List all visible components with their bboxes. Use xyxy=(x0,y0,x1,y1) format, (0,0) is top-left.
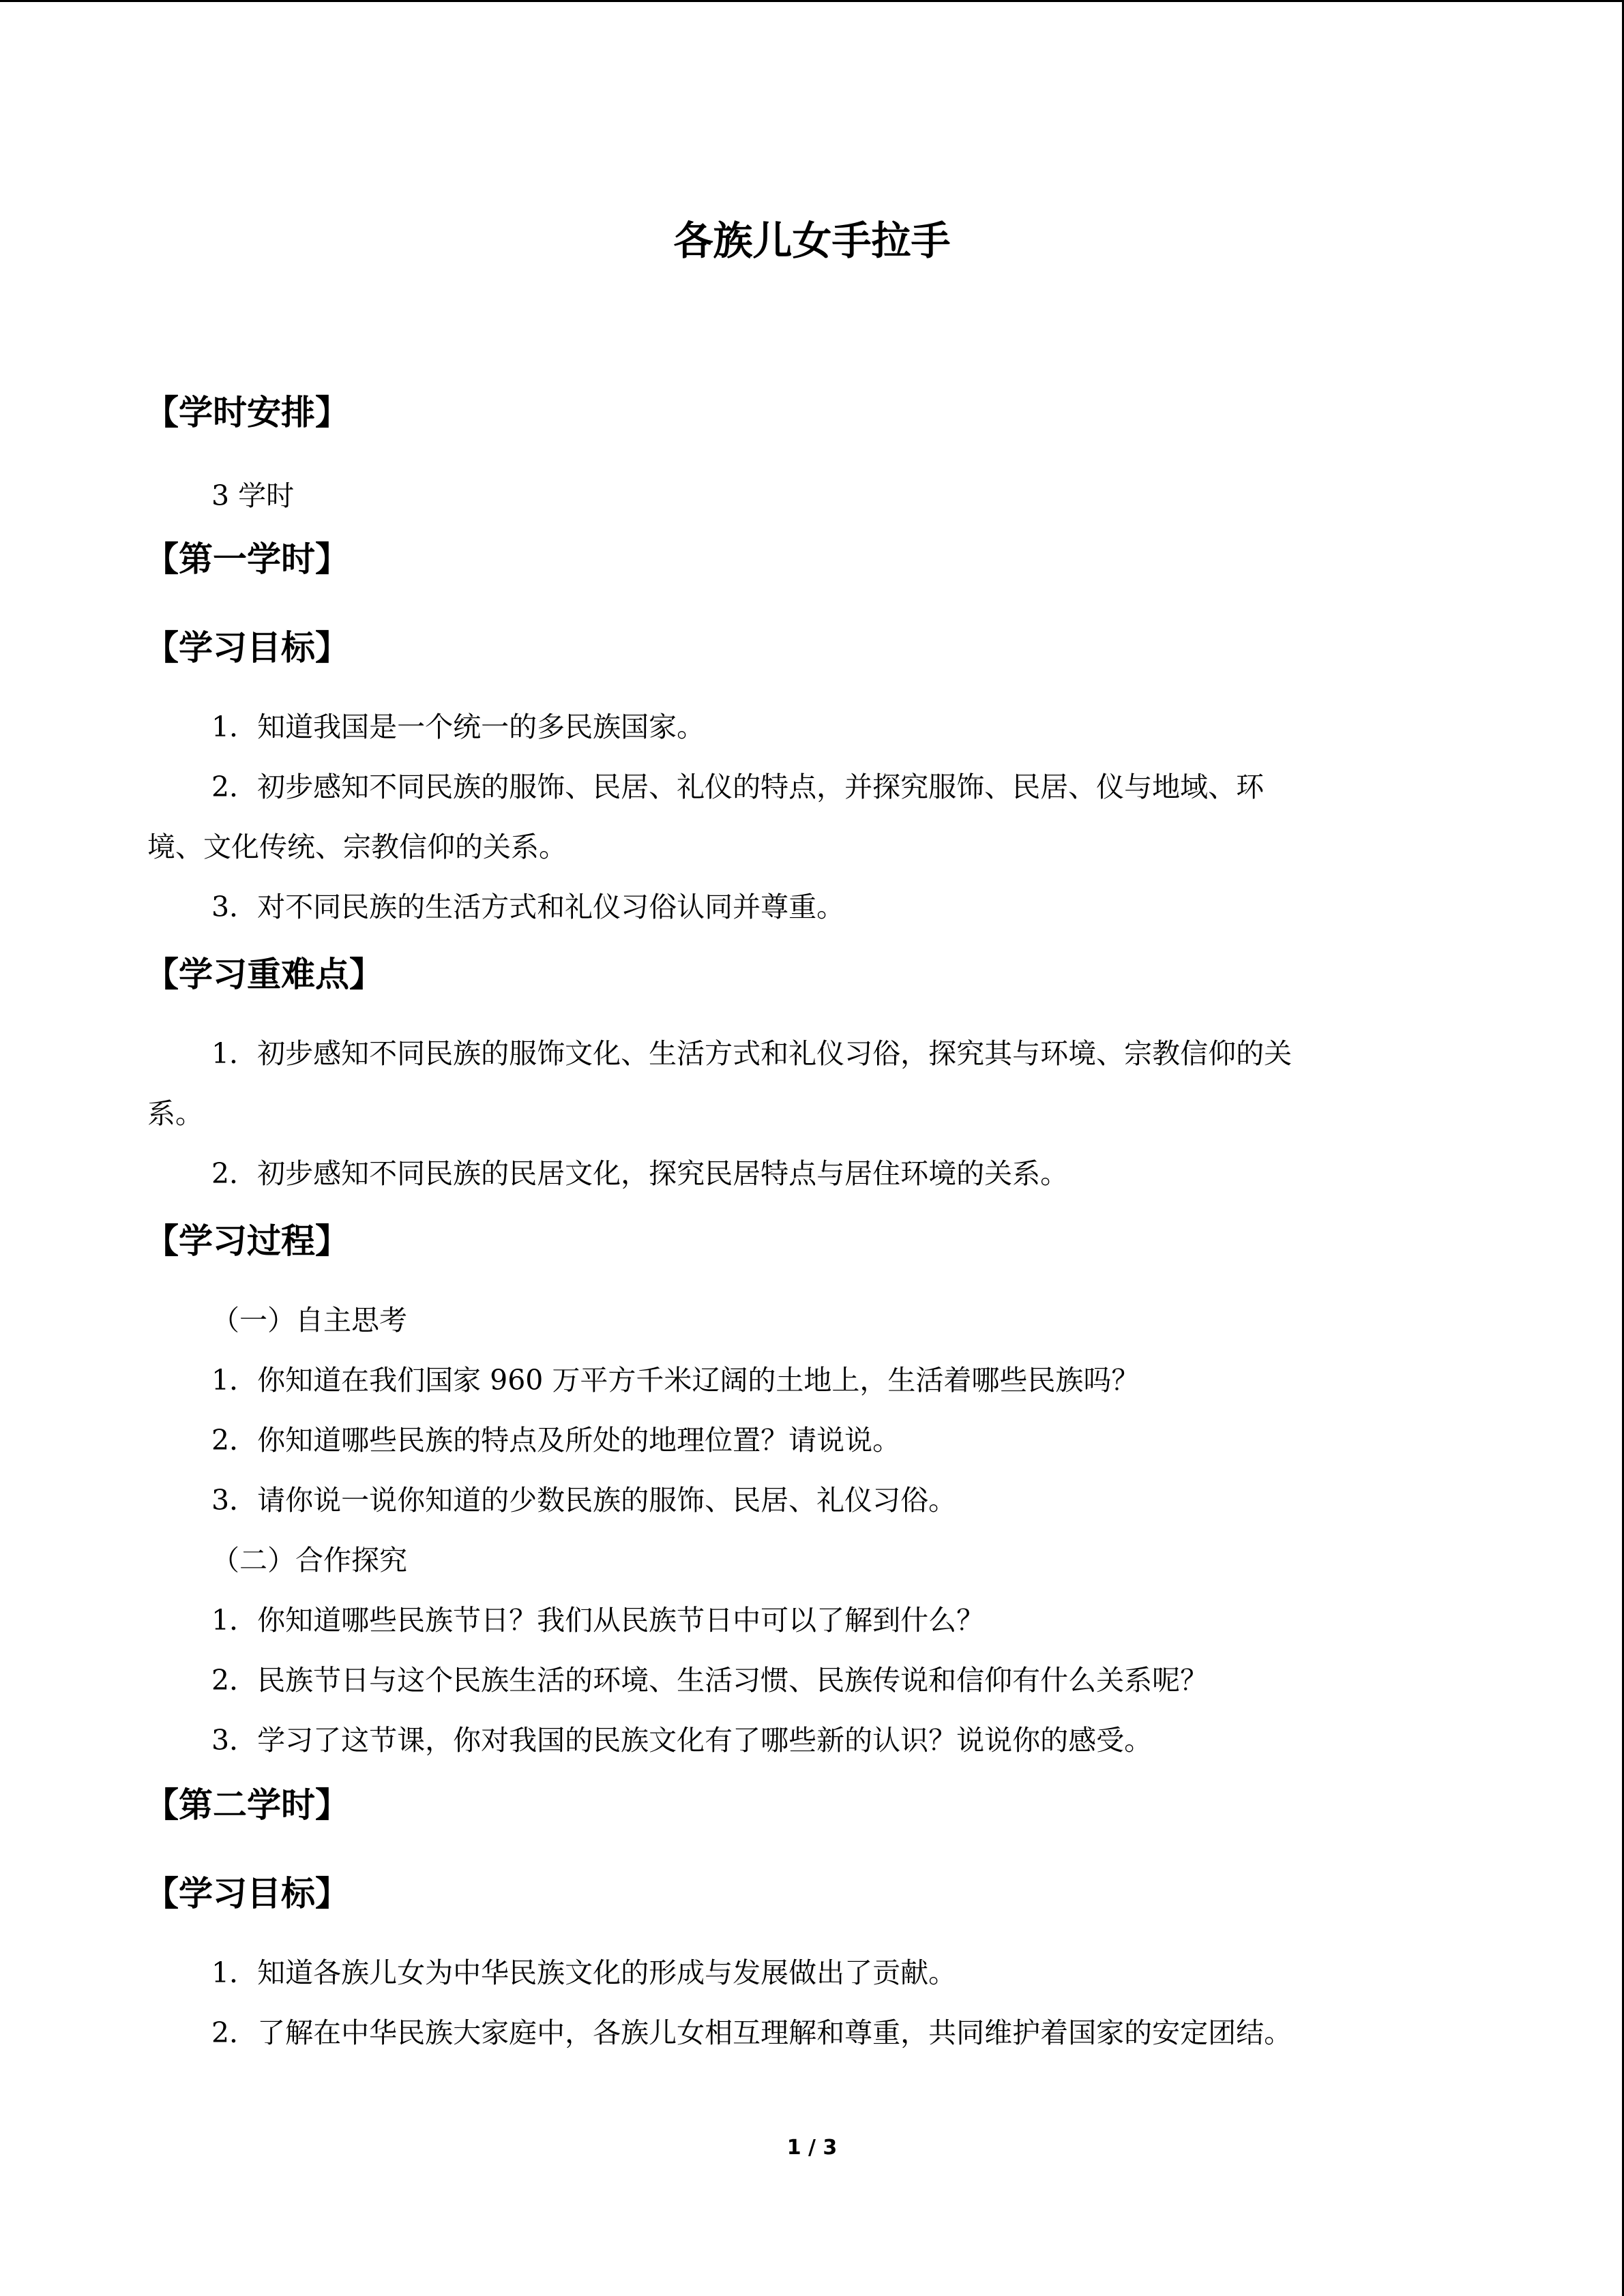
process-item: 1．你知道在我们国家 960 万平方千米辽阔的土地上，生活着哪些民族吗？ xyxy=(211,1364,1140,1397)
heading-schedule: 【学时安排】 xyxy=(145,393,349,432)
key-point-item-continued: 系。 xyxy=(147,1097,203,1130)
process-part-title: （一）自主思考 xyxy=(211,1304,407,1337)
objective-item-continued: 境、文化传统、宗教信仰的关系。 xyxy=(147,831,567,863)
objective-item: 3．对不同民族的生活方式和礼仪习俗认同并尊重。 xyxy=(211,891,845,923)
heading-first-period: 【第一学时】 xyxy=(145,539,349,579)
process-item: 1．你知道哪些民族节日？我们从民族节日中可以了解到什么？ xyxy=(211,1604,985,1637)
process-item: 2．民族节日与这个民族生活的环境、生活习惯、民族传说和信仰有什么关系呢？ xyxy=(211,1664,1209,1697)
objective-item: 1．知道各族儿女为中华民族文化的形成与发展做出了贡献。 xyxy=(211,1956,957,1989)
process-item: 2．你知道哪些民族的特点及所处的地理位置？请说说。 xyxy=(211,1424,901,1457)
objective-item: 1．知道我国是一个统一的多民族国家。 xyxy=(211,711,705,743)
page-number: 1 / 3 xyxy=(786,2136,838,2160)
heading-process: 【学习过程】 xyxy=(145,1221,349,1261)
document-title: 各族儿女手拉手 xyxy=(673,218,951,264)
objective-item: 2．了解在中华民族大家庭中，各族儿女相互理解和尊重，共同维护着国家的安定团结。 xyxy=(211,2016,1293,2049)
heading-objectives-2: 【学习目标】 xyxy=(145,1874,349,1913)
heading-key-points: 【学习重难点】 xyxy=(145,955,383,994)
process-part-title: （二）合作探究 xyxy=(211,1544,407,1577)
process-item: 3．请你说一说你知道的少数民族的服饰、民居、礼仪习俗。 xyxy=(211,1484,957,1517)
schedule-text: 3 学时 xyxy=(211,479,295,512)
page-top-border xyxy=(0,0,1624,2)
heading-objectives-1: 【学习目标】 xyxy=(145,628,349,668)
key-point-item: 2．初步感知不同民族的民居文化，探究民居特点与居住环境的关系。 xyxy=(211,1157,1069,1190)
heading-second-period: 【第二学时】 xyxy=(145,1785,349,1825)
process-item: 3．学习了这节课，你对我国的民族文化有了哪些新的认识？说说你的感受。 xyxy=(211,1724,1153,1757)
key-point-item: 1．初步感知不同民族的服饰文化、生活方式和礼仪习俗，探究其与环境、宗教信仰的关 xyxy=(211,1037,1293,1070)
objective-item: 2．初步感知不同民族的服饰、民居、礼仪的特点，并探究服饰、民居、仪与地域、环 xyxy=(211,771,1265,803)
